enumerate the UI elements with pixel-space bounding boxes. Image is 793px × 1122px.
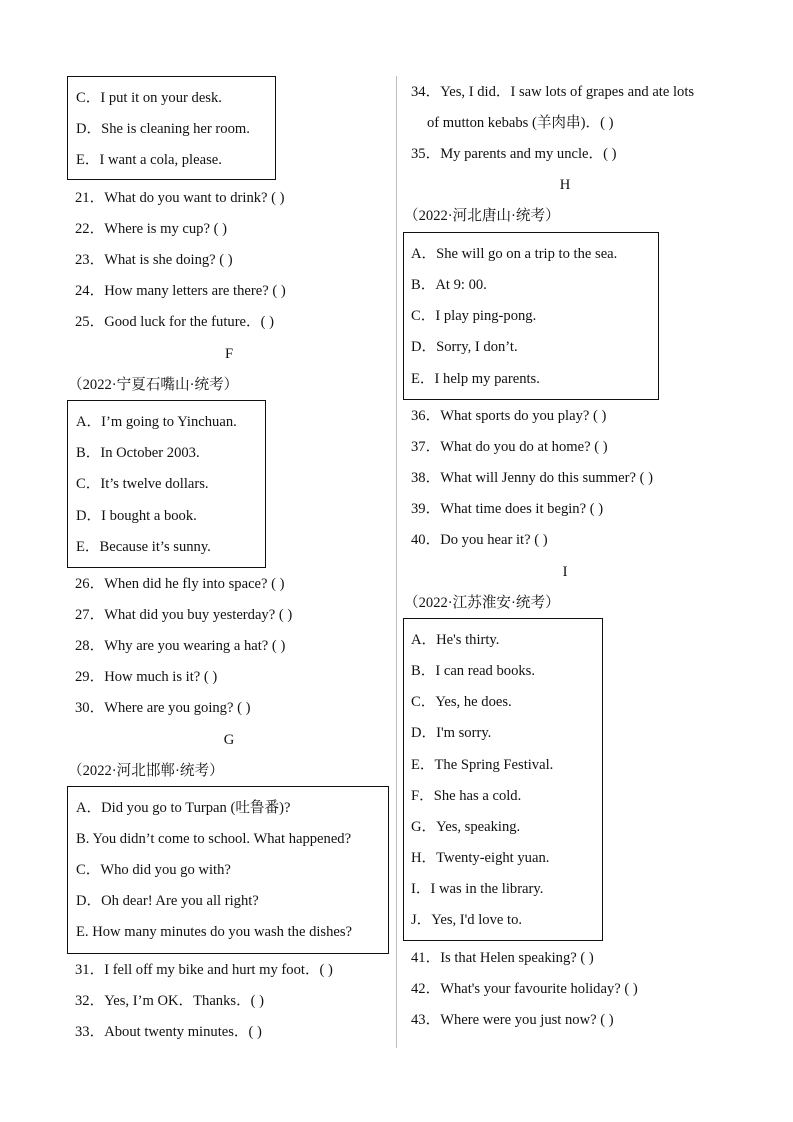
question-item: 25．Good luck for the future．( ) xyxy=(75,314,274,330)
question-item: 38．What will Jenny do this summer? ( ) xyxy=(411,470,653,486)
question-item: 24．How many letters are there? ( ) xyxy=(75,283,286,299)
question-item: 29．How much is it? ( ) xyxy=(75,669,218,685)
section-letter-f: F xyxy=(224,346,234,362)
question-item: 27．What did you buy yesterday? ( ) xyxy=(75,607,293,623)
section-source-h: （2022·河北唐山·统考） xyxy=(404,208,560,224)
question-item: 36．What sports do you play? ( ) xyxy=(411,408,607,424)
option-item: E．Because it’s sunny. xyxy=(76,539,211,555)
question-item-continuation: of mutton kebabs (羊肉串)．( ) xyxy=(427,115,614,131)
option-item: J．Yes, I'd love to. xyxy=(411,912,523,928)
section-source-g: （2022·河北邯郸·统考） xyxy=(68,763,224,779)
option-item: B．In October 2003. xyxy=(76,445,200,461)
question-item: 40．Do you hear it? ( ) xyxy=(411,532,548,548)
question-item: 33．About twenty minutes．( ) xyxy=(75,1024,262,1040)
option-item: E. How many minutes do you wash the dishes? xyxy=(76,924,353,940)
question-item: 42．What's your favourite holiday? ( ) xyxy=(411,981,638,997)
question-item: 43．Where were you just now? ( ) xyxy=(411,1012,614,1028)
option-item: D．Oh dear! Are you all right? xyxy=(76,893,259,909)
option-item: D．I'm sorry. xyxy=(411,725,492,741)
question-item: 26．When did he fly into space? ( ) xyxy=(75,576,285,592)
question-item: 22．Where is my cup? ( ) xyxy=(75,221,227,237)
option-item: B. You didn’t come to school. What happened? xyxy=(76,831,352,847)
option-item: A．Did you go to Turpan (吐鲁番)? xyxy=(76,800,291,816)
section-letter-i: I xyxy=(562,564,568,580)
option-item: D．She is cleaning her room. xyxy=(76,121,250,137)
option-item: C．It’s twelve dollars. xyxy=(76,476,209,492)
question-item: 28．Why are you wearing a hat? ( ) xyxy=(75,638,286,654)
question-item: 39．What time does it begin? ( ) xyxy=(411,501,604,517)
section-source-f: （2022·宁夏石嘴山·统考） xyxy=(68,377,239,393)
option-item: C．I put it on your desk. xyxy=(76,90,222,106)
question-item: 32．Yes, I’m OK．Thanks．( ) xyxy=(75,993,265,1009)
section-source-i: （2022·江苏淮安·统考） xyxy=(404,595,560,611)
option-item: B．At 9: 00. xyxy=(411,277,487,293)
column-divider xyxy=(396,76,397,1048)
option-item: D．Sorry, I don’t. xyxy=(411,339,518,355)
question-item: 30．Where are you going? ( ) xyxy=(75,700,251,716)
question-item: 34．Yes, I did．I saw lots of grapes and ate lots xyxy=(411,84,695,100)
option-item: C．Who did you go with? xyxy=(76,862,231,878)
option-item: I．I was in the library. xyxy=(411,881,544,897)
option-item: A．She will go on a trip to the sea. xyxy=(411,246,618,262)
question-item: 41．Is that Helen speaking? ( ) xyxy=(411,950,594,966)
question-item: 35．My parents and my uncle．( ) xyxy=(411,146,617,162)
question-item: 21．What do you want to drink? ( ) xyxy=(75,190,285,206)
question-item: 23．What is she doing? ( ) xyxy=(75,252,233,268)
section-letter-h: H xyxy=(559,177,571,193)
option-item: G．Yes, speaking. xyxy=(411,819,521,835)
option-item: D．I bought a book. xyxy=(76,508,197,524)
section-letter-g: G xyxy=(223,732,235,748)
option-item: F．She has a cold. xyxy=(411,788,522,804)
option-item: H．Twenty-eight yuan. xyxy=(411,850,550,866)
option-item: E．I want a cola, please. xyxy=(76,152,222,168)
option-item: B．I can read books. xyxy=(411,663,536,679)
question-item: 37．What do you do at home? ( ) xyxy=(411,439,608,455)
option-item: E．I help my parents. xyxy=(411,371,540,387)
option-item: E．The Spring Festival. xyxy=(411,757,554,773)
option-item: C．Yes, he does. xyxy=(411,694,512,710)
question-item: 31．I fell off my bike and hurt my foot．( ) xyxy=(75,962,333,978)
option-item: A．He's thirty. xyxy=(411,632,500,648)
option-item: C．I play ping-pong. xyxy=(411,308,537,324)
option-item: A．I’m going to Yinchuan. xyxy=(76,414,237,430)
